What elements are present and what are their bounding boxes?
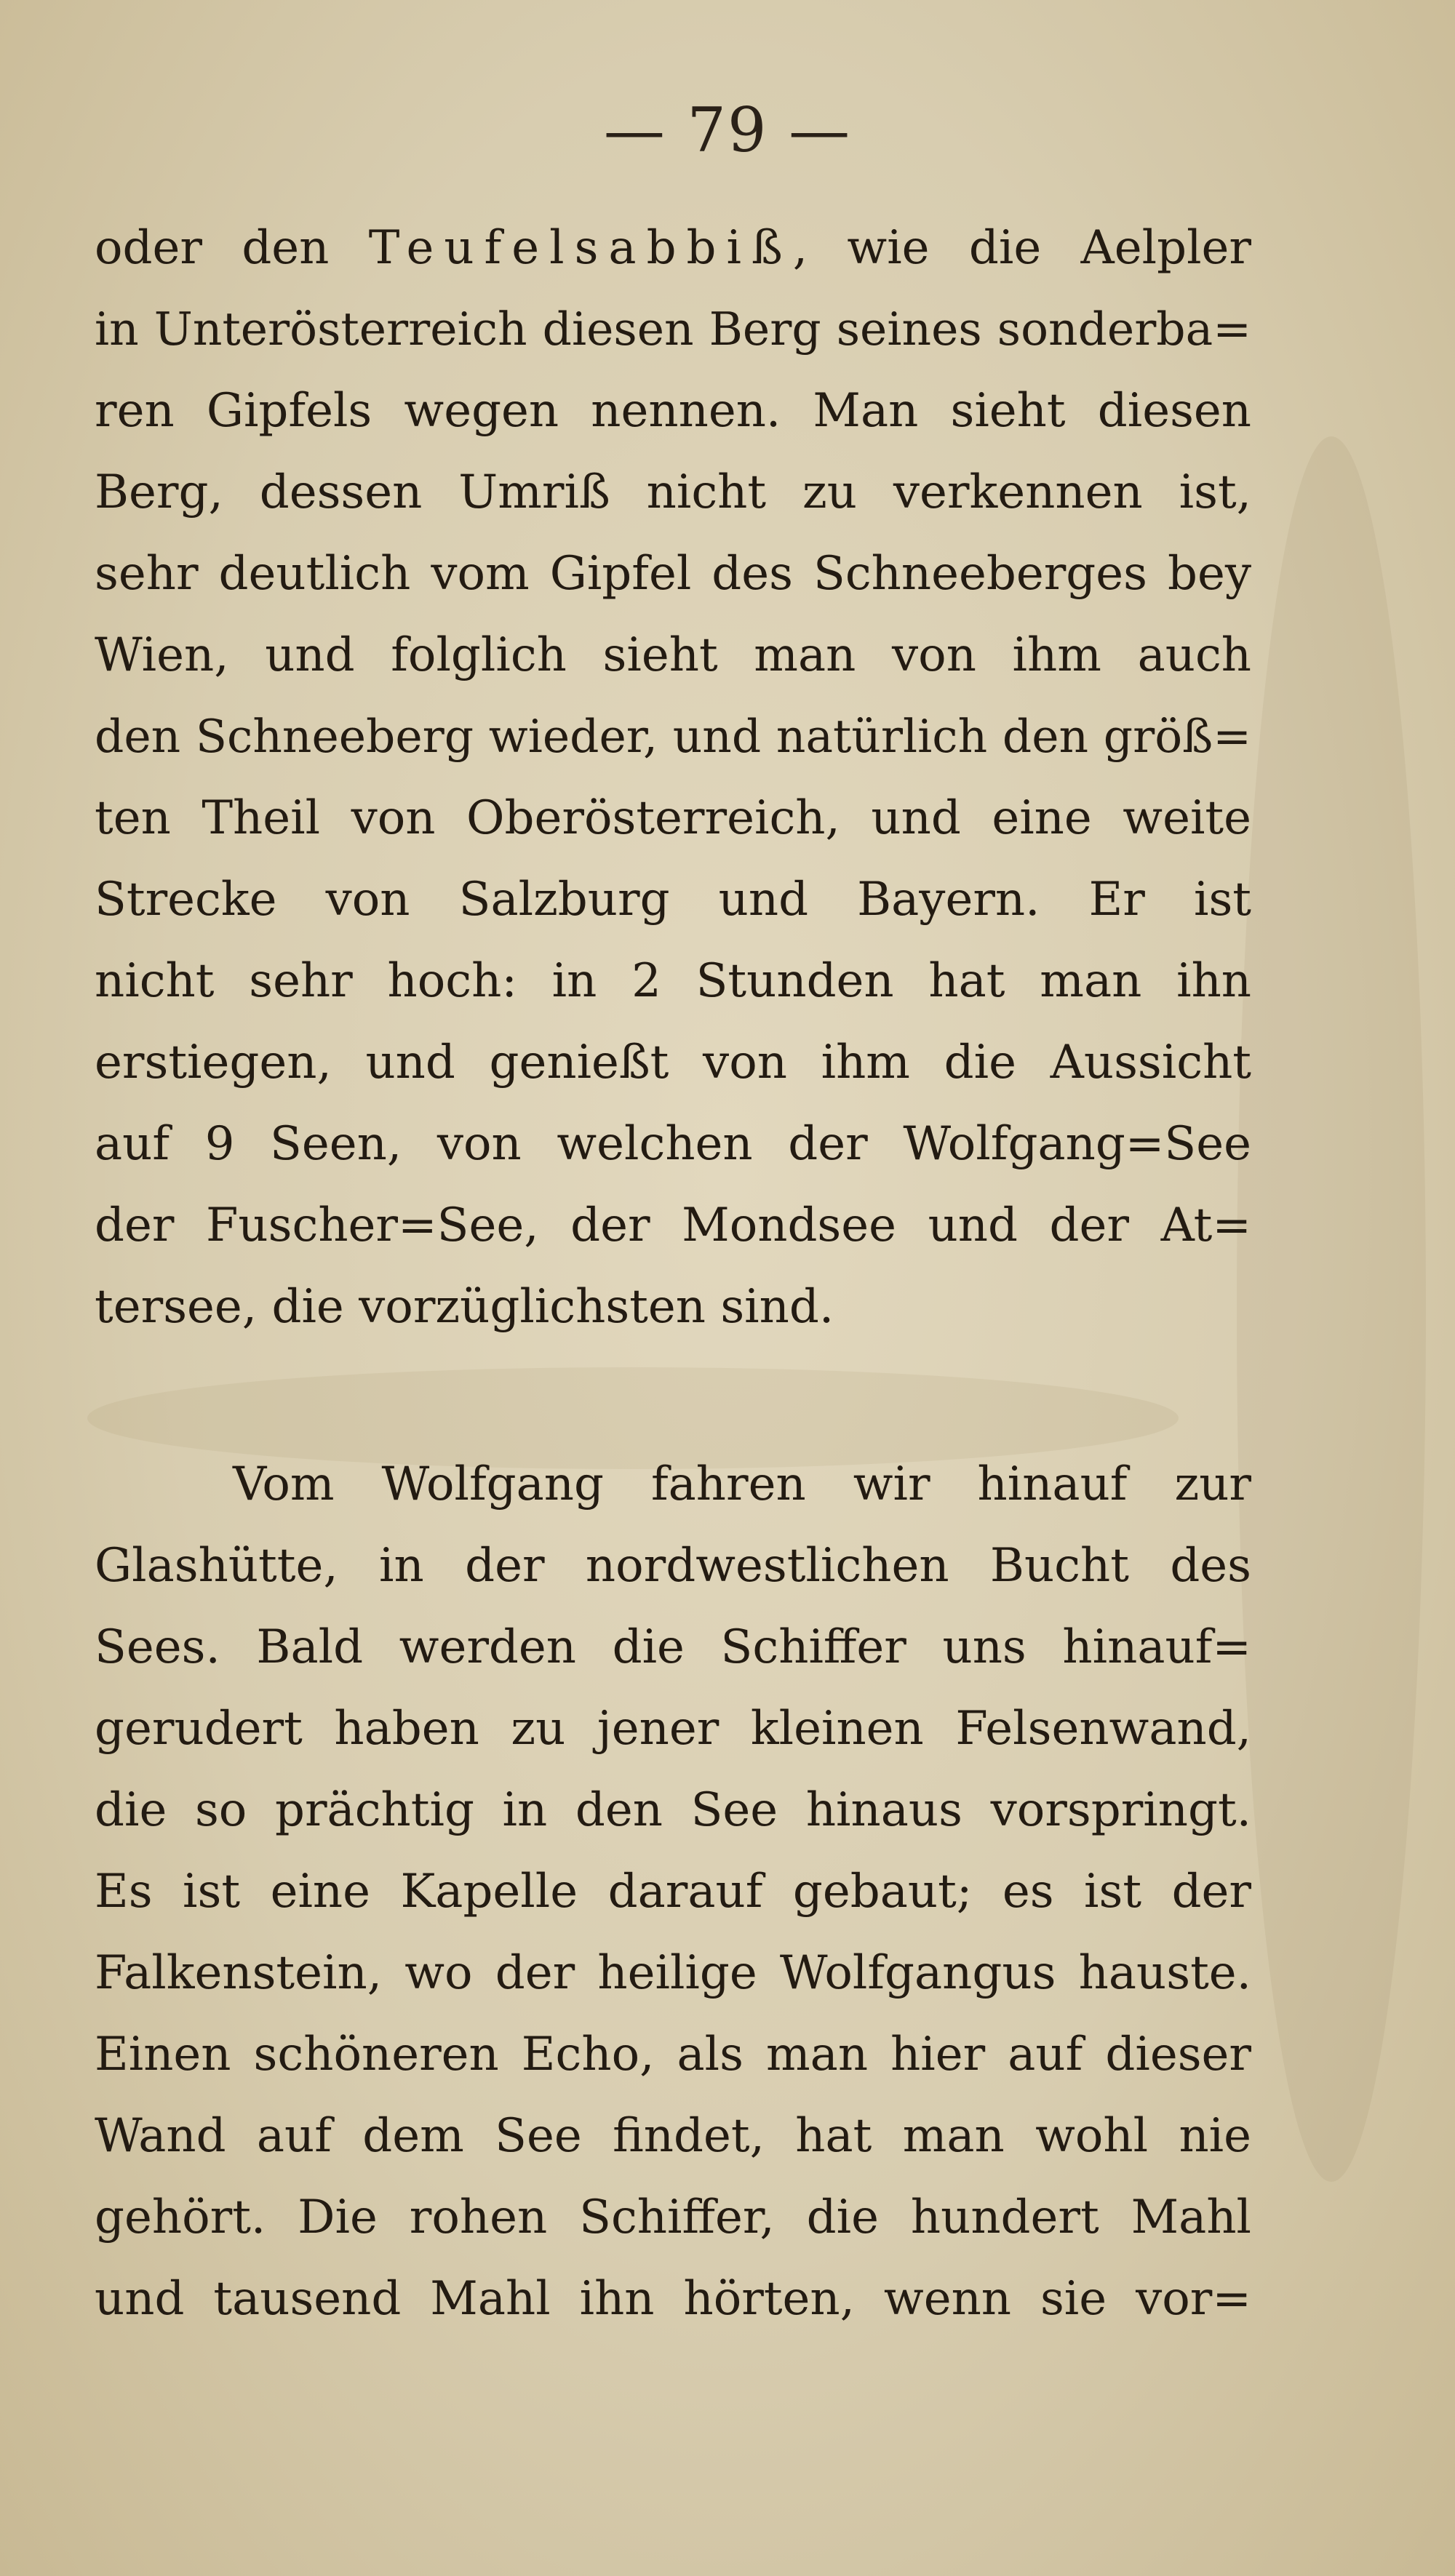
text-line — [95, 207, 1251, 289]
text-line: und tausend Mahl ihn hörten, wenn sie vor= — [95, 2272, 1251, 2326]
text-line: Es ist eine Kapelle darauf gebaut; es ist der — [95, 1865, 1251, 1919]
text-line: Strecke von Salzburg und Bayern. Er ist — [95, 873, 1251, 927]
text-line: sehr deutlich vom Gipfel des Schneeberges bey — [95, 547, 1251, 601]
text-line: Berg, dessen Umriß nicht zu verkennen ist, — [95, 465, 1251, 519]
text-line: tersee, die vorzüglichsten sind. — [95, 1280, 834, 1334]
text-line: Wien, und folglich sieht man von ihm auch — [95, 628, 1251, 682]
text-segment: , wie die Aelpler — [792, 221, 1251, 275]
text-line: nicht sehr hoch: in 2 Stunden hat man ihn — [95, 954, 1251, 1008]
page-number: — 79 — — [603, 95, 852, 166]
text-line: den Schneeberg wieder, und natürlich den größ= — [95, 710, 1251, 763]
text-line: Wand auf dem See findet, hat man wohl nie — [95, 2109, 1251, 2163]
text-line: Glashütte, in der nordwestlichen Bucht des — [95, 1539, 1251, 1593]
text-line: ten Theil von Oberösterreich, und eine weite — [95, 791, 1251, 845]
paragraph-1 — [95, 207, 1251, 1348]
emphasized-word: Teufelsabbiß — [368, 221, 793, 275]
text-line: ren Gipfels wegen nennen. Man sieht diesen — [95, 384, 1251, 438]
text-line: erstiegen, und genießt von ihm die Aussicht — [95, 1036, 1251, 1089]
text-line: Vom Wolfgang fahren wir hinauf zur — [233, 1457, 1251, 1511]
paragraph-2 — [95, 1444, 1251, 2340]
text-line: Einen schöneren Echo, als man hier auf dieser — [95, 2028, 1251, 2081]
text-line: Sees. Bald werden die Schiffer uns hinauf= — [95, 1620, 1251, 1674]
text-line: gehört. Die rohen Schiffer, die hundert Mahl — [95, 2191, 1251, 2244]
text-line: der Fuscher=See, der Mondsee und der At= — [95, 1199, 1251, 1252]
text-line: die so prächtig in den See hinaus vorspringt. — [95, 1783, 1251, 1837]
text-line: auf 9 Seen, von welchen der Wolfgang=See — [95, 1117, 1251, 1171]
text-line: in Unterösterreich diesen Berg seines sonderba= — [95, 303, 1251, 356]
text-line: gerudert haben zu jener kleinen Felsenwand, — [95, 1702, 1251, 1756]
text-line: Falkenstein, wo der heilige Wolfgangus hauste. — [95, 1946, 1251, 2000]
text-segment: oder den — [95, 221, 369, 275]
edge-shadow — [1237, 436, 1426, 2182]
